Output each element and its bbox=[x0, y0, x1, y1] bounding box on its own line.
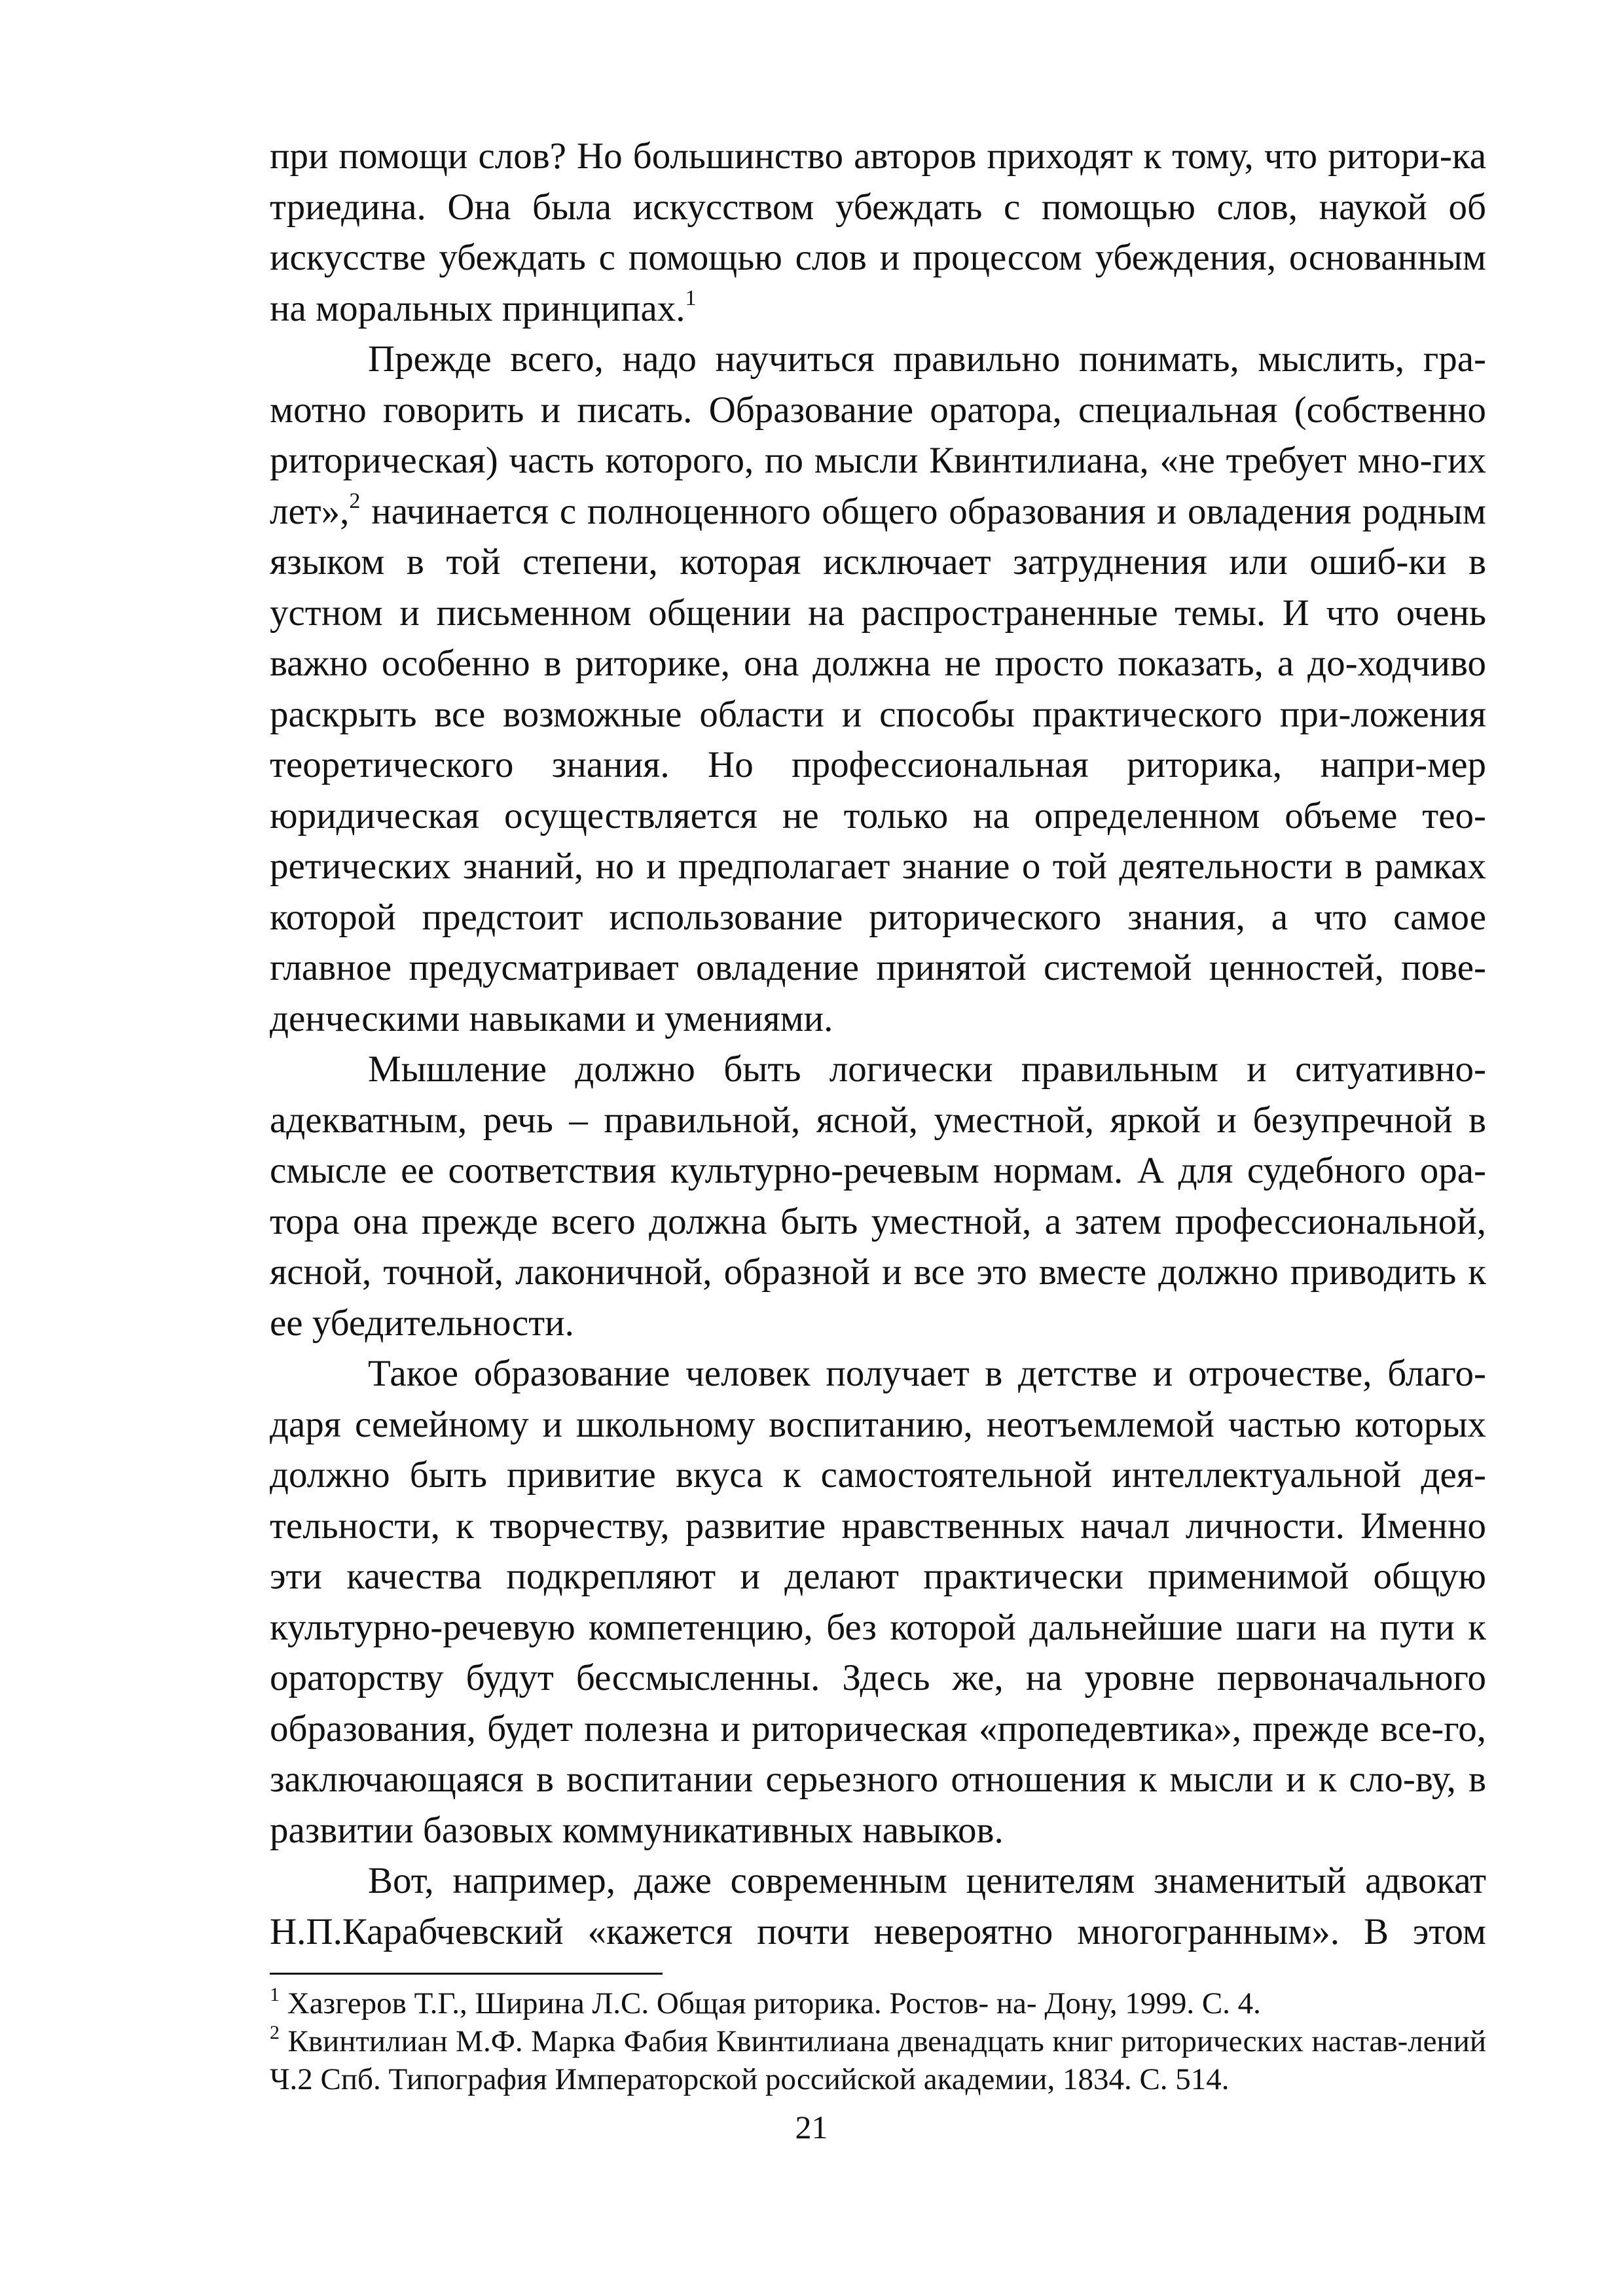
paragraph-4 bbox=[270, 1856, 1486, 1957]
footnote-text: Хазгеров Т.Г., Ширина Л.С. Общая риторика. Ростов- на- Дону, 1999. С. 4. bbox=[280, 1986, 1261, 2020]
paragraph-1 bbox=[270, 334, 1486, 1044]
footnote-separator bbox=[270, 1973, 663, 1975]
paragraph-text: Вот, например, даже современным ценителям знаменитый адвокат Н.П.Карабчевский «кажется почти невероятно многогранным». В этом bbox=[270, 1860, 1486, 1952]
paragraph-text: Прежде всего, надо научиться правильно понимать, мыслить, гра-мотно говорить и писать. Образование оратора, специальная (собственно риторическая) часть которого, по мысли Квинтилиана, «не требует мно-гих лет», bbox=[270, 338, 1486, 532]
footnote-text: Квинтилиан М.Ф. Марка Фабия Квинтилиана двенадцать книг риторических настав-лений Ч.2 Спб. Типография Императорской российской академии, 1834. С. 514. bbox=[270, 2024, 1486, 2096]
paragraph-text: Такое образование человек получает в детстве и отрочестве, благо-даря семейному и школьному воспитанию, неотъемлемой частью которых должно быть привитие вкуса к самостоятельной интеллектуальной дея-тельности, к творчеству, развитие нравственных начал личности. Именно эти качества подкрепляют и делают практически применимой общую культурно-речевую компетенцию, без которой дальнейшие шаги на пути к ораторству будут бессмысленны. Здесь же, на уровне первоначального образования, будет полезна и риторическая «пропедевтика», прежде все-го, заключающаяся в воспитании серьезного отношения к мысли и к сло-ву, в развитии базовых коммуникативных навыков. bbox=[270, 1353, 1486, 1851]
footnote-number: 2 bbox=[270, 2022, 280, 2044]
footnote-ref-1[interactable]: 1 bbox=[685, 285, 697, 310]
footnote-ref-2[interactable]: 2 bbox=[349, 488, 361, 513]
paragraph-text: при помощи слов? Но большинство авторов приходят к тому, что ритори-ка триедина. Она была искусством убеждать с помощью слов, наукой об искусстве убеждать с помощью слов и процессом убеждения, основанным на моральных принципах. bbox=[270, 135, 1486, 329]
footnote-1 bbox=[270, 1984, 1486, 2022]
footnote-number: 1 bbox=[270, 1984, 280, 2006]
paragraph-text: начинается с полноценного общего образования и овладения родным языком в той степени, которая исключает затруднения или ошиб-ки в устном и письменном общении на распространенные темы. И что очень важно особенно в риторике, она должна не просто показать, а до-ходчиво раскрыть все возможные области и способы практического при-ложения теоретического знания. Но профессиональная риторика, напри-мер юридическая осуществляется не только на определенном объеме тео-ретических знаний, но и предполагает знание о той деятельности в рамках которой предстоит использование риторического знания, а что самое главное предусматривает овладение принятой системой ценностей, пове-денческими навыками и умениями. bbox=[270, 490, 1486, 1039]
footnotes bbox=[270, 1984, 1486, 2098]
main-text bbox=[270, 131, 1486, 1957]
footnote-2 bbox=[270, 2022, 1486, 2098]
paragraph-2 bbox=[270, 1044, 1486, 1348]
paragraph-0 bbox=[270, 131, 1486, 334]
page-number: 21 bbox=[795, 2109, 828, 2145]
paragraph-text: Мышление должно быть логически правильным и ситуативно-адекватным, речь – правильной, ясной, уместной, яркой и безупречной в смысле ее соответствия культурно-речевым нормам. А для судебного ора-тора она прежде всего должна быть уместной, а затем профессиональной, ясной, точной, лаконичной, образной и все это вместе должно приводить к ее убедительности. bbox=[270, 1049, 1486, 1344]
paragraph-3 bbox=[270, 1348, 1486, 1856]
